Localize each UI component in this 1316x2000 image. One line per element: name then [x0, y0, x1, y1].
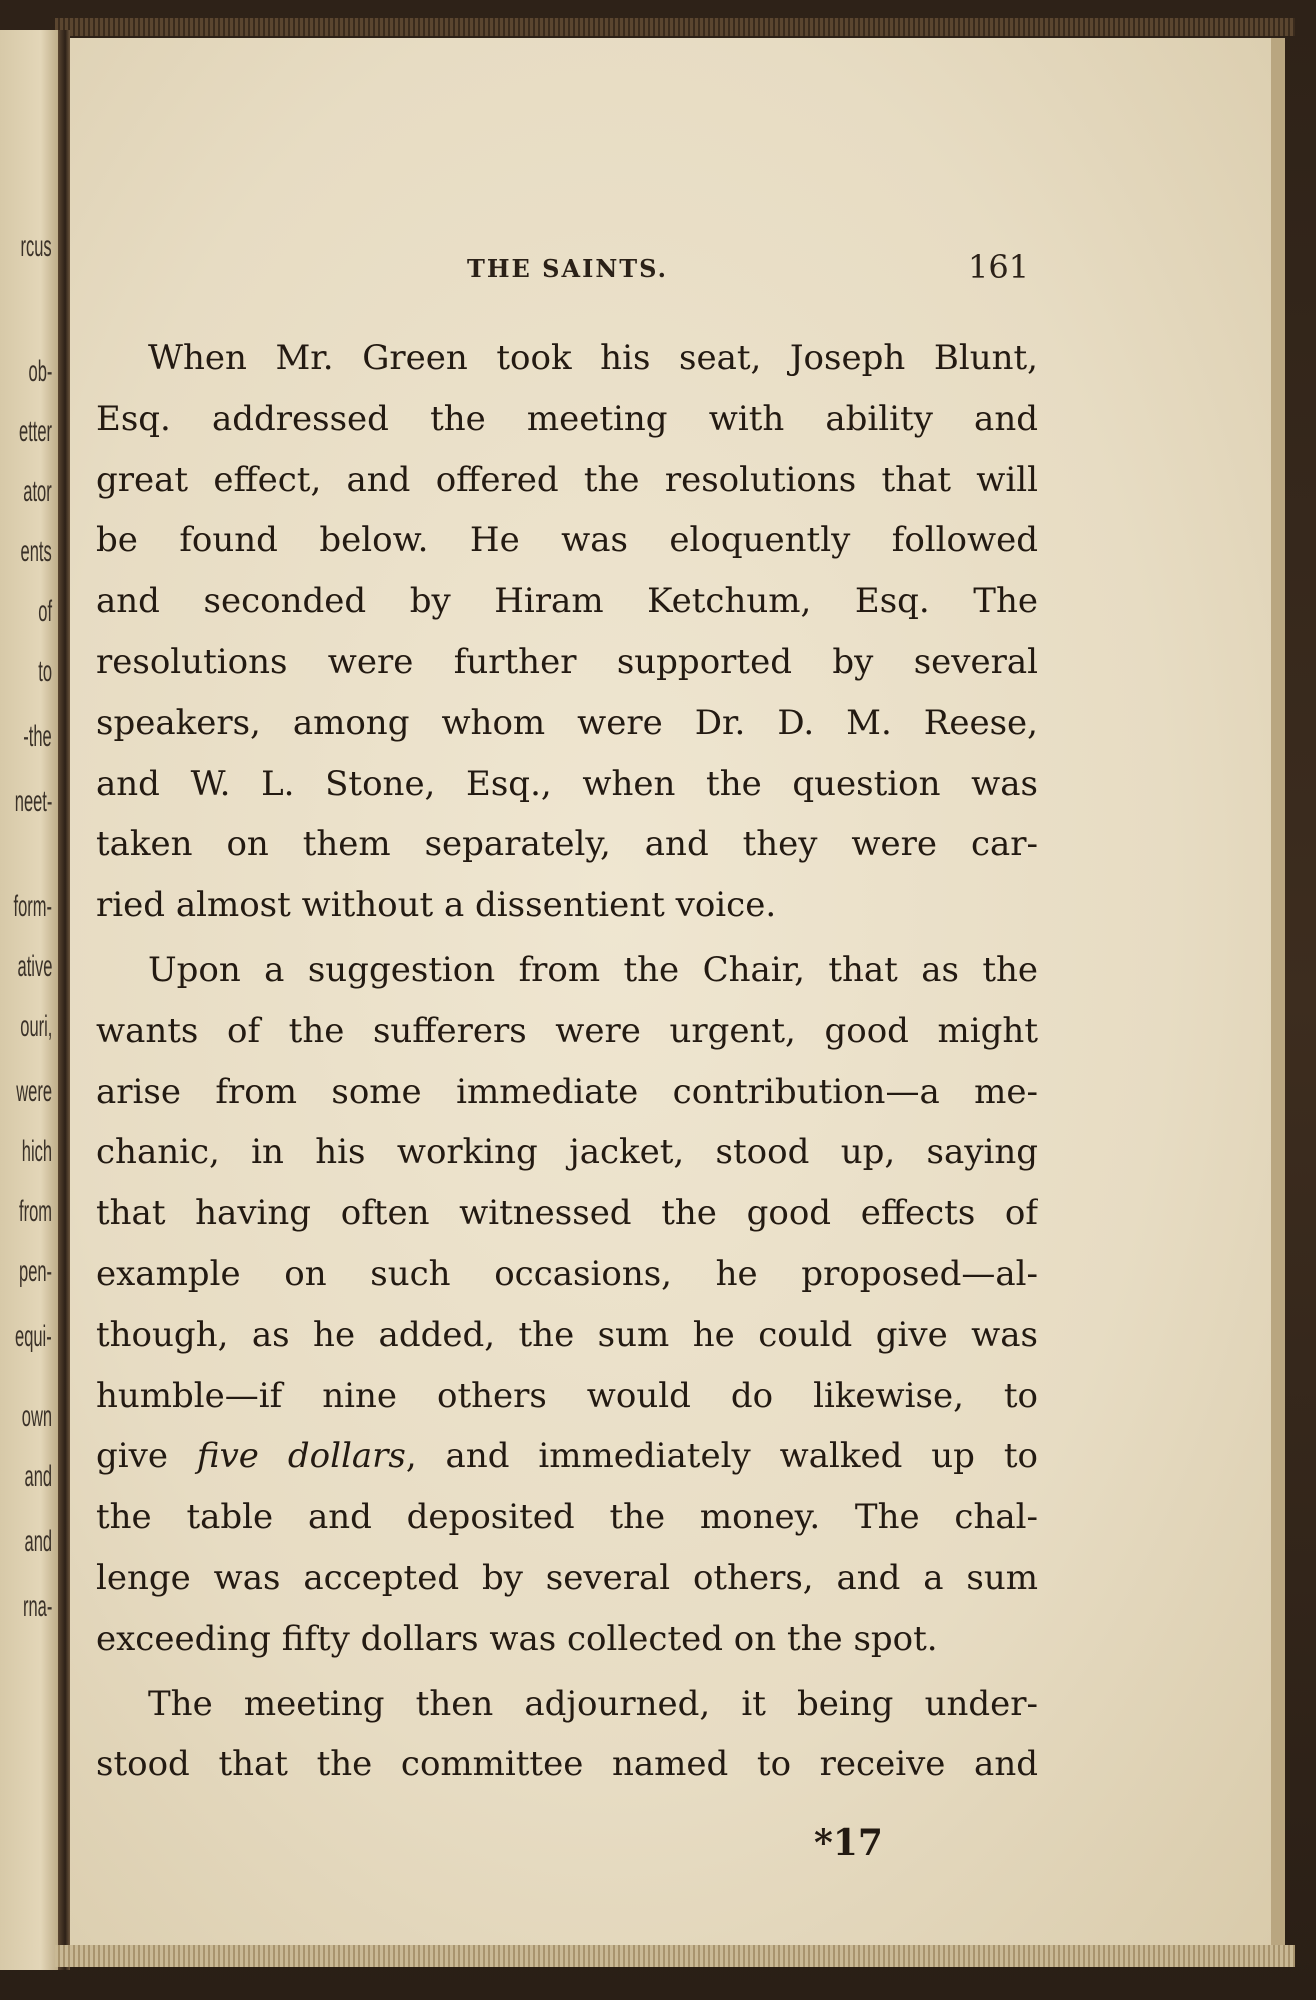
text-line: and W. L. Stone, Esq., when the question was: [96, 763, 1038, 804]
book-page: [70, 38, 1285, 1948]
text-line: the table and deposited the money. The chal-: [96, 1497, 1038, 1538]
body-text: [96, 328, 1038, 1795]
text-line: and seconded by Hiram Ketchum, Esq. The: [96, 581, 1038, 622]
facing-page-fragment: own: [21, 1400, 52, 1433]
text-line: The meeting then adjourned, it being under-: [148, 1683, 1038, 1724]
facing-page-fragment: were: [16, 1075, 52, 1108]
running-head: [70, 248, 1271, 288]
text-line: arise from some immediate contribution—a me-: [96, 1071, 1038, 1112]
signature-mark: *17: [814, 1822, 883, 1864]
text-line: speakers, among whom were Dr. D. M. Reese,: [96, 702, 1038, 743]
text-line: humble—if nine others would do likewise, to: [96, 1375, 1038, 1416]
text-line: wants of the sufferers were urgent, good might: [96, 1010, 1038, 1051]
text-line: give five dollars, and immediately walked up to: [96, 1436, 1038, 1477]
running-title: THE SAINTS.: [467, 254, 668, 283]
facing-page: [0, 30, 58, 1970]
paragraph: [96, 1674, 1038, 1796]
paragraph: [96, 328, 1038, 936]
page-bottom-edge: [55, 1945, 1295, 1967]
text-line: taken on them separately, and they were car-: [96, 824, 1038, 865]
facing-page-fragment: to: [38, 655, 52, 688]
paragraph: [96, 940, 1038, 1670]
facing-page-fragment: ents: [20, 535, 52, 568]
facing-page-fragment: from: [19, 1195, 52, 1228]
text-line: exceeding fifty dollars was collected on the spot.: [96, 1618, 938, 1659]
text-line: resolutions were further supported by several: [96, 641, 1038, 682]
text-line: Upon a suggestion from the Chair, that as the: [148, 949, 1038, 990]
emphasis: five dollars: [196, 1436, 406, 1477]
text-line: that having often witnessed the good effects of: [96, 1193, 1038, 1234]
page-number: 161: [968, 248, 1030, 286]
facing-page-fragment: -the: [23, 720, 52, 753]
facing-page-fragment: rcus: [20, 230, 52, 263]
facing-page-fragment: hich: [21, 1135, 52, 1168]
text-line: example on such occasions, he proposed—al-: [96, 1253, 1038, 1294]
page-top-edge: [55, 18, 1295, 36]
text-line: lenge was accepted by several others, and a sum: [96, 1557, 1038, 1598]
facing-page-fragment: neet-: [14, 785, 52, 818]
facing-page-fragment: and: [24, 1460, 52, 1493]
facing-page-fragment: ouri,: [19, 1010, 52, 1043]
text-line: stood that the committee named to receive and: [96, 1744, 1038, 1785]
facing-page-fragment: rna-: [22, 1590, 52, 1623]
facing-page-fragment: and: [24, 1525, 52, 1558]
facing-page-fragment: ob-: [28, 355, 52, 388]
text-line: Esq. addressed the meeting with ability and: [96, 398, 1038, 439]
facing-page-fragment: ator: [23, 475, 52, 508]
facing-page-fragment: of: [38, 595, 52, 628]
text-line: though, as he added, the sum he could give was: [96, 1314, 1038, 1355]
text-line: ried almost without a dissentient voice.: [96, 885, 777, 926]
facing-page-fragment: ative: [17, 950, 52, 983]
facing-page-fragment: etter: [18, 415, 52, 448]
text-line: be found below. He was eloquently followed: [96, 520, 1038, 561]
text-line: When Mr. Green took his seat, Joseph Blunt,: [148, 338, 1038, 378]
text-line: great effect, and offered the resolutions that will: [96, 459, 1038, 500]
text-line: chanic, in his working jacket, stood up, saying: [96, 1132, 1038, 1173]
facing-page-fragment: pen-: [18, 1255, 52, 1288]
facing-page-fragment: form-: [13, 890, 52, 923]
book-gutter: [58, 30, 70, 1970]
facing-page-fragment: equi-: [15, 1320, 52, 1353]
